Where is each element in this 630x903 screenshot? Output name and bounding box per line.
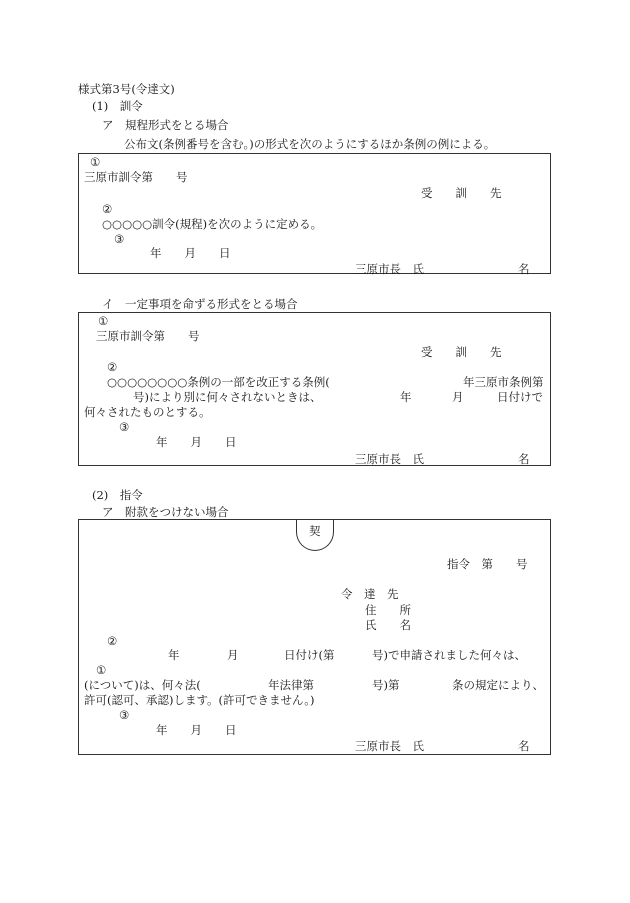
- mayor-name-suffix: 名: [518, 452, 530, 466]
- mayor-name-suffix: 名: [518, 739, 530, 753]
- line2-d: 条の規定により、: [452, 678, 544, 692]
- circled-number-1: ①: [98, 314, 109, 328]
- section-1a-note: 公布文(条例番号を含む。)の形式を次のようにするほか条例の例による。: [124, 137, 496, 151]
- section-1i-heading: イ 一定事項を命ずる形式をとる場合: [102, 297, 298, 311]
- address-label: 住 所: [365, 603, 411, 617]
- body-line: ○○○○○訓令(規程)を次のように定める。: [102, 217, 323, 231]
- line2-a: (について)は、何々法(: [84, 678, 201, 692]
- mayor-name-line: 三原市長 氏: [355, 739, 424, 753]
- order-number: 指令 第 号: [447, 557, 528, 571]
- circled-number-3: ③: [114, 232, 125, 246]
- line1-month: 月: [227, 648, 239, 662]
- line1-year: 年: [168, 648, 180, 662]
- body-line-2b: 年: [400, 390, 412, 404]
- template-box-3: [78, 519, 551, 755]
- recipient-label: 受 訓 先: [421, 345, 502, 359]
- line2-b: 年法律第: [268, 678, 314, 692]
- line3: 許可(認可、承認)します。(許可できません。): [84, 693, 315, 707]
- circled-number-3: ③: [119, 420, 130, 434]
- section-2a-heading: ア 附款をつけない場合: [102, 505, 229, 519]
- mayor-name-suffix: 名: [518, 262, 530, 276]
- kunrei-number-line: 三原市訓令第 号: [96, 329, 200, 343]
- body-line-1b: 年三原市条例第: [463, 375, 544, 389]
- body-line-2d: 日付けで: [497, 390, 543, 404]
- form-title: 様式第3号(令達文): [78, 82, 175, 96]
- date-line: 年 月 日: [156, 723, 237, 737]
- circled-number-1: ①: [96, 663, 107, 677]
- kunrei-number-line: 三原市訓令第 号: [84, 170, 188, 184]
- mayor-name-line: 三原市長 氏: [355, 262, 424, 276]
- body-line-3: 何々されたものとする。: [84, 405, 211, 419]
- circled-number-1: ①: [90, 155, 101, 169]
- date-line: 年 月 日: [150, 246, 231, 260]
- line1-end: 号)で申請されました何々は、: [372, 648, 526, 662]
- seal-label: 契: [309, 524, 321, 538]
- mayor-name-line: 三原市長 氏: [355, 452, 424, 466]
- recipient-label: 受 訓 先: [421, 186, 502, 200]
- destination-label: 令 達 先: [341, 587, 399, 601]
- circled-number-2: ②: [107, 634, 118, 648]
- line1-day: 日付け(第: [284, 648, 335, 662]
- circled-number-3: ③: [119, 708, 130, 722]
- body-line-1a: ○○○○○○○○条例の一部を改正する条例(: [107, 375, 330, 389]
- body-line-2c: 月: [452, 390, 464, 404]
- line2-c: 号)第: [372, 678, 400, 692]
- section-2-heading: (2) 指令: [92, 488, 143, 502]
- name-label: 氏 名: [365, 618, 411, 632]
- circled-number-2: ②: [107, 360, 118, 374]
- section-1a-heading: ア 規程形式をとる場合: [102, 118, 229, 132]
- circled-number-2: ②: [102, 202, 113, 216]
- section-1-heading: (1) 訓令: [92, 99, 143, 113]
- body-line-2a: 号)により別に何々されないときは、: [133, 390, 322, 404]
- date-line: 年 月 日: [156, 435, 237, 449]
